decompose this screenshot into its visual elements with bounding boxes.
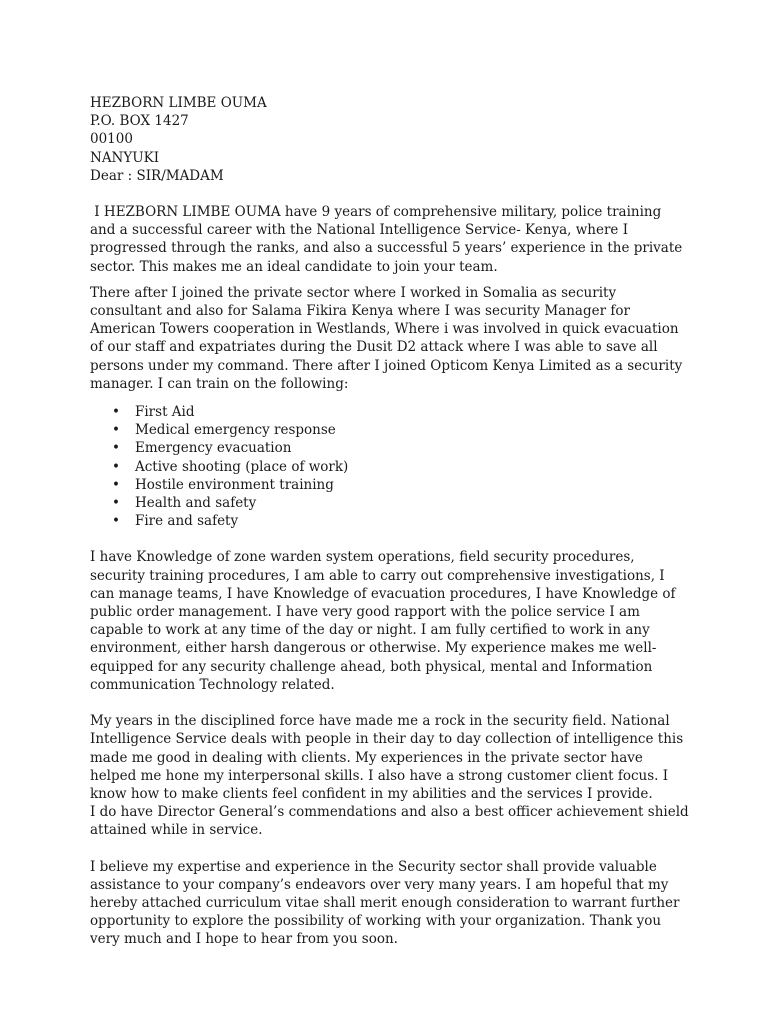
po-box: P.O. BOX 1427 bbox=[90, 113, 189, 130]
closing-paragraph: I believe my expertise and experience in the Security sector shall provide valuable assistance to your company’s endeavors over very many years. I am hopeful that my hereby attached curriculum vitae shall merit enough consideration to warrant further opportunity to explore the possibility of working with your organization. Thank you very much and I hope to hear from you soon. bbox=[90, 858, 680, 948]
cover-letter bbox=[90, 94, 690, 949]
list-item-text: Hostile environment training bbox=[135, 476, 334, 493]
bullet-icon: • bbox=[112, 495, 120, 512]
disciplined-force-paragraph: My years in the disciplined force have made me a rock in the security field. National Intelligence Service deals with people in their day to day collection of intelligence this made me good in dealing with clients. My experiences in the private sector have helped me hone my interpersonal skills. I also have a strong customer client focus. I know how to make clients feel confident in my abilities and the services I provide. bbox=[90, 713, 684, 802]
list-item bbox=[90, 494, 690, 512]
bullet-icon: • bbox=[112, 476, 120, 493]
list-item-text: Health and safety bbox=[135, 495, 257, 512]
knowledge-paragraph: I have Knowledge of zone warden system operations, field security procedures, security training procedures, I am able to carry out comprehensive investigations, I can manage teams, I have Knowledge of evacuation procedures, I have Knowledge of public order management. I have very good rapport with the police service I am capable to work at any time of the day or night. I am fully certified to work in any environment, either harsh dangerous or otherwise. My experience makes me well-equipped for any security challenge ahead, both physical, mental and Information communication Technology related. bbox=[90, 549, 676, 693]
list-item-text: Emergency evacuation bbox=[135, 440, 292, 457]
bullet-icon: • bbox=[112, 458, 120, 475]
list-item bbox=[90, 421, 690, 439]
spacer bbox=[90, 276, 690, 284]
list-item-text: Active shooting (place of work) bbox=[135, 458, 349, 475]
bullet-icon: • bbox=[112, 440, 120, 457]
list-item-text: Medical emergency response bbox=[135, 422, 336, 439]
list-item bbox=[90, 458, 690, 476]
list-item-text: Fire and safety bbox=[135, 513, 239, 530]
skills-list bbox=[90, 403, 690, 530]
spacer bbox=[90, 840, 690, 858]
spacer bbox=[90, 530, 690, 548]
bullet-icon: • bbox=[112, 422, 120, 439]
list-item bbox=[90, 512, 690, 530]
spacer bbox=[90, 393, 690, 403]
bullet-icon: • bbox=[112, 404, 120, 421]
list-item bbox=[90, 476, 690, 494]
postal-code: 00100 bbox=[90, 131, 133, 148]
town: NANYUKI bbox=[90, 149, 160, 166]
list-item bbox=[90, 439, 690, 457]
list-item bbox=[90, 403, 690, 421]
bullet-icon: • bbox=[112, 513, 120, 530]
experience-paragraph: There after I joined the private sector where I worked in Somalia as security consultant and also for Salama Fikira Kenya where I was security Manager for American Towers cooperation in Westlands, Where i was involved in quick evacuation of our staff and expatriates during the Dusit D2 attack where I was able to save all persons under my command. There after I joined Opticom Kenya Limited as a security manager. I can train on the following: bbox=[90, 284, 683, 392]
list-item-text: First Aid bbox=[135, 404, 195, 421]
commendations-paragraph: I do have Director General’s commendations and also a best officer achievement shield attained while in service. bbox=[90, 804, 689, 839]
sender-address-block bbox=[90, 94, 690, 185]
salutation: Dear : SIR/MADAM bbox=[90, 167, 224, 184]
sender-name: HEZBORN LIMBE OUMA bbox=[90, 95, 267, 111]
spacer bbox=[90, 694, 690, 712]
spacer bbox=[90, 185, 690, 203]
intro-paragraph: I HEZBORN LIMBE OUMA have 9 years of comprehensive military, police training and a successful career with the National Intelligence Service- Kenya, where I progressed through the ranks, and also a successful 5 years’ experience in the private sector. This makes me an ideal candidate to join your team. bbox=[90, 204, 687, 275]
